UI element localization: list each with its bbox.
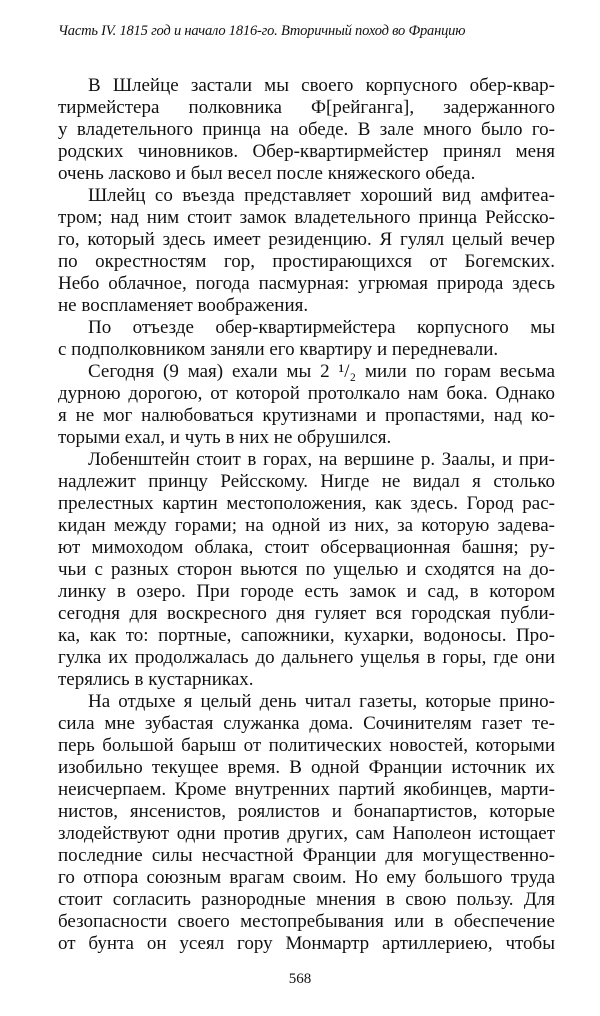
text-line: По отъезде обер-квартирмейстера корпусного мы [88, 317, 555, 338]
text-line: от бунта он усеял гору Монмартр артиллериею, чтобы [58, 933, 555, 954]
text-line: торыми ехал, и чуть в них не обрушился. [58, 427, 392, 448]
text-line: ют мимоходом облака, стоит обсервационная башня; ру- [58, 537, 555, 558]
text-line: кидан между горами; на одной из них, за которую задева- [58, 515, 555, 536]
paragraph [58, 691, 555, 955]
text-line: по окрестностям гор, простирающихся от Богемских. [58, 251, 555, 272]
text-line: тром; над ним стоит замок владетельного принца Рейсско- [58, 207, 555, 228]
paragraph [58, 449, 555, 691]
text-line: последние силы несчастной Франции для могущественно- [58, 845, 555, 866]
text-line: го отпора союзным врагам своим. Но ему большого труда [58, 867, 555, 888]
text-line: я не мог налюбоваться крутизнами и пропастями, над ко- [58, 405, 555, 426]
text-line: дурною дорогою, от которой протолкало нам бока. Однако [58, 383, 555, 404]
text-line: злодействуют одни против других, сам Наполеон истощает [58, 823, 555, 844]
text-line: гулка их продолжалась до дальнего ущелья в горы, где они [58, 647, 555, 668]
text-line: сегодня для воскресного дня гуляет вся городская публи- [58, 603, 555, 624]
text-line: линку в озеро. При городе есть замок и сад, в котором [58, 581, 555, 602]
text-line: не воспламеняет воображения. [58, 295, 309, 316]
text-line: Небо облачное, погода пасмурная: угрюмая природа здесь [58, 273, 555, 294]
text-line: перь большой барыш от политических новостей, которыми [58, 735, 555, 756]
text-line: тирмейстера полковника Ф[рейганга], задержанного [58, 97, 555, 118]
text-line: го, который здесь имеет резиденцию. Я гулял целый вечер [58, 229, 555, 250]
text-line: с подполковником заняли его квартиру и передневали. [58, 339, 499, 360]
paragraph [58, 75, 555, 185]
text-line: безопасности своего местопребывания или в обеспечение [58, 911, 555, 932]
text-line: прелестных картин местоположения, как здесь. Город рас- [58, 493, 555, 514]
text-line: терялись в кустарниках. [58, 669, 254, 690]
text-line: Лобенштейн стоит в горах, на вершине р. Заалы, и при- [88, 449, 555, 470]
text-line: Сегодня (9 мая) ехали мы 2 ¹/₂ мили по горам весьма [88, 361, 555, 382]
text-line: нистов, янсенистов, роялистов и бонапартистов, которые [58, 801, 555, 822]
page-number: 568 [288, 971, 312, 987]
text-line: сила мне зубастая служанка дома. Сочинителям газет те- [58, 713, 555, 734]
text-line: стоит согласить разнородные мнения в свою пользу. Для [58, 889, 555, 910]
text-line: родских чиновников. Обер-квартирмейстер принял меня [58, 141, 555, 162]
text-line: неисчерпаем. Кроме внутренних партий якобинцев, марти- [58, 779, 555, 800]
running-header: Часть IV. 1815 год и начало 1816-го. Вторичный поход во Францию [58, 23, 466, 39]
text-line: изобильно текущее время. В одной Франции источник их [58, 757, 555, 778]
text-line: чьи с разных сторон вьются по ущелью и сходятся на до- [58, 559, 555, 580]
text-line: очень ласково и был весел после княжеского обеда. [58, 163, 476, 184]
text-line: На отдыхе я целый день читал газеты, которые прино- [88, 691, 555, 712]
paragraph [58, 361, 555, 449]
paragraph [58, 185, 555, 317]
text-line: ка, как то: портные, сапожники, кухарки, водоносы. Про- [58, 625, 555, 646]
text-line: надлежит принцу Рейсскому. Нигде не видал я столько [58, 471, 555, 492]
paragraph [58, 317, 555, 361]
text-line: у владетельного принца на обеде. В зале много было го- [58, 119, 555, 140]
text-line: Шлейц со въезда представляет хороший вид амфитеа- [88, 185, 555, 206]
text-line: В Шлейце застали мы своего корпусного обер-квар- [88, 75, 555, 96]
page-body [58, 75, 555, 955]
